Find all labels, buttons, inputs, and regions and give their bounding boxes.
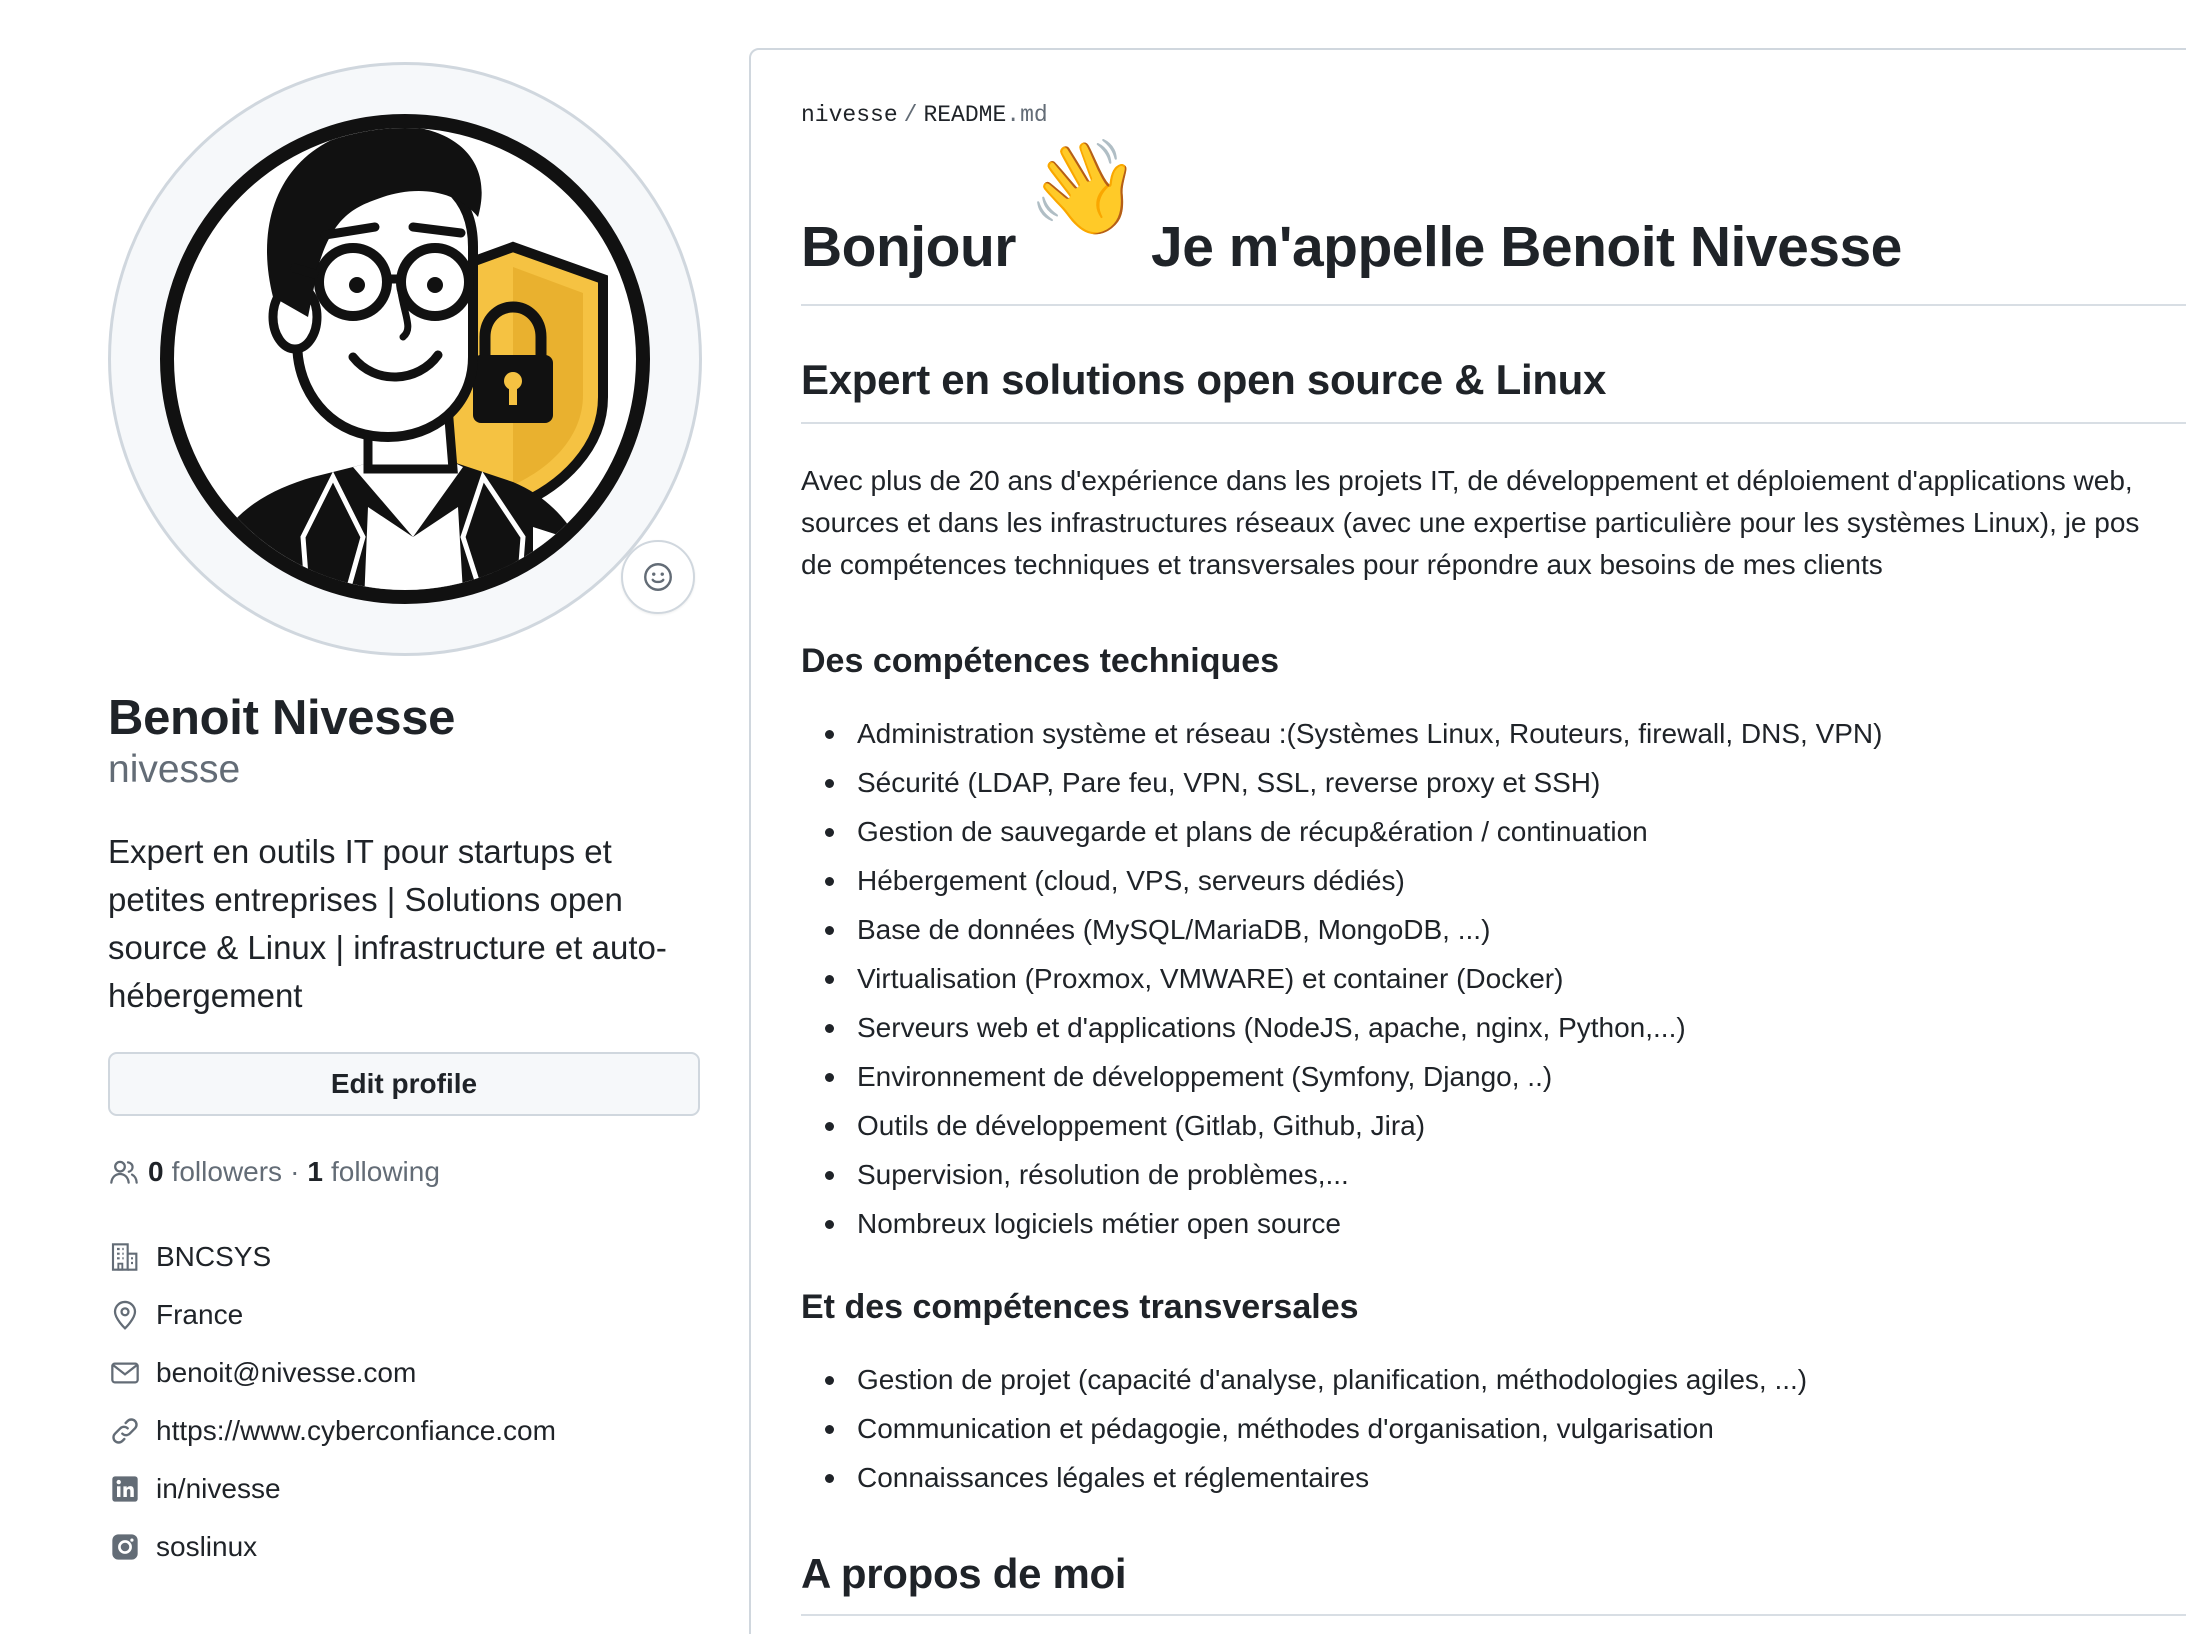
intro-line: Avec plus de 20 ans d'expérience dans les projets IT, de développement et déploiement d'applications web, — [801, 465, 2133, 496]
tech-skills-heading: Des compétences techniques — [801, 642, 1280, 680]
list-item: Base de données (MySQL/MariaDB, MongoDB, ...) — [801, 905, 2186, 954]
readme-subtitle: Expert en solutions open source & Linux — [801, 356, 1607, 403]
list-item: Outils de développement (Gitlab, Github, Jira) — [801, 1101, 2186, 1150]
breadcrumb-file[interactable]: README — [923, 102, 1007, 128]
edit-profile-button[interactable]: Edit profile — [108, 1052, 700, 1116]
detail-location — [108, 1286, 556, 1344]
soft-skills-heading: Et des compétences transversales — [801, 1288, 1359, 1326]
followers-count: 0 — [148, 1156, 164, 1187]
instagram-link[interactable]: soslinux — [156, 1531, 258, 1562]
list-item: Supervision, résolution de problèmes,... — [801, 1150, 2186, 1199]
following-label: following — [330, 1156, 440, 1187]
soft-skills-list — [801, 1355, 2186, 1502]
detail-company — [108, 1228, 556, 1286]
avatar-container — [108, 62, 702, 656]
breadcrumb-extension: .md — [1006, 102, 1048, 128]
intro-line: sources et dans les infrastructures réseaux (avec une expertise particulière pour les systèmes Linux), je pos — [801, 507, 2140, 538]
list-item: Connaissances légales et réglementaires — [801, 1453, 2186, 1502]
list-item: Gestion de projet (capacité d'analyse, planification, méthodologies agiles, ...) — [801, 1355, 2186, 1404]
readme-content — [801, 102, 2186, 1616]
location-pin-icon — [108, 1298, 142, 1332]
avatar-illustration — [113, 67, 697, 651]
email-link[interactable]: benoit@nivesse.com — [156, 1357, 417, 1388]
detail-linkedin — [108, 1460, 556, 1518]
title-greeting: Bonjour — [801, 215, 1016, 279]
detail-instagram — [108, 1518, 556, 1576]
readme-title — [801, 137, 2186, 282]
breadcrumb-user[interactable]: nivesse — [801, 102, 898, 128]
about-heading: A propos de moi — [801, 1550, 1127, 1597]
company-text[interactable]: BNCSYS — [156, 1241, 272, 1272]
list-item: Environnement de développement (Symfony, Django, ..) — [801, 1052, 2186, 1101]
profile-details — [108, 1228, 556, 1576]
list-item: Virtualisation (Proxmox, VMWARE) et container (Docker) — [801, 954, 2186, 1003]
profile-fullname: Benoit Nivesse — [108, 691, 456, 745]
list-item: Nombreux logiciels métier open source — [801, 1199, 2186, 1248]
readme-intro — [801, 460, 2186, 586]
profile-username: nivesse — [108, 748, 241, 791]
breadcrumb-separator: / — [903, 102, 918, 128]
following-count: 1 — [307, 1156, 323, 1187]
website-link[interactable]: https://www.cyberconfiance.com — [156, 1415, 556, 1446]
list-item: Serveurs web et d'applications (NodeJS, apache, nginx, Python,...) — [801, 1003, 2186, 1052]
instagram-icon — [108, 1530, 142, 1564]
follow-separator: · — [290, 1156, 300, 1187]
subtitle-divider — [801, 422, 2186, 424]
smiley-icon — [641, 560, 675, 594]
title-divider — [801, 304, 2186, 306]
linkedin-icon — [108, 1472, 142, 1506]
set-status-button[interactable] — [621, 540, 695, 614]
profile-bio: Expert en outils IT pour startups et petites entreprises | Solutions open source & Linux | infrastructure et auto-hébergement — [108, 833, 667, 1014]
followers-label: followers — [171, 1156, 283, 1187]
readme-panel — [749, 48, 2186, 1634]
avatar[interactable] — [113, 67, 697, 651]
organization-icon — [108, 1240, 142, 1274]
waving-hand-emoji: 👋 — [1027, 137, 1142, 239]
tech-skills-list — [801, 709, 2186, 1248]
linkedin-link[interactable]: in/nivesse — [156, 1473, 281, 1504]
list-item: Communication et pédagogie, méthodes d'organisation, vulgarisation — [801, 1404, 2186, 1453]
location-text: France — [156, 1299, 244, 1330]
mail-icon — [108, 1356, 142, 1390]
list-item: Gestion de sauvegarde et plans de récup&ération / continuation — [801, 807, 2186, 856]
link-icon — [108, 1414, 142, 1448]
detail-website — [108, 1402, 556, 1460]
readme-breadcrumb — [801, 102, 2186, 134]
title-name: Je m'appelle Benoit Nivesse — [1151, 215, 1902, 279]
followers-link[interactable] — [148, 1156, 282, 1188]
people-icon — [108, 1156, 140, 1188]
detail-email — [108, 1344, 556, 1402]
list-item: Hébergement (cloud, VPS, serveurs dédiés) — [801, 856, 2186, 905]
list-item: Sécurité (LDAP, Pare feu, VPN, SSL, reverse proxy et SSH) — [801, 758, 2186, 807]
about-divider — [801, 1614, 2186, 1616]
list-item: Administration système et réseau :(Systèmes Linux, Routeurs, firewall, DNS, VPN) — [801, 709, 2186, 758]
following-link[interactable] — [307, 1156, 440, 1188]
follow-stats — [108, 1152, 440, 1192]
intro-line: de compétences techniques et transversales pour répondre aux besoins de mes clients — [801, 549, 1883, 580]
